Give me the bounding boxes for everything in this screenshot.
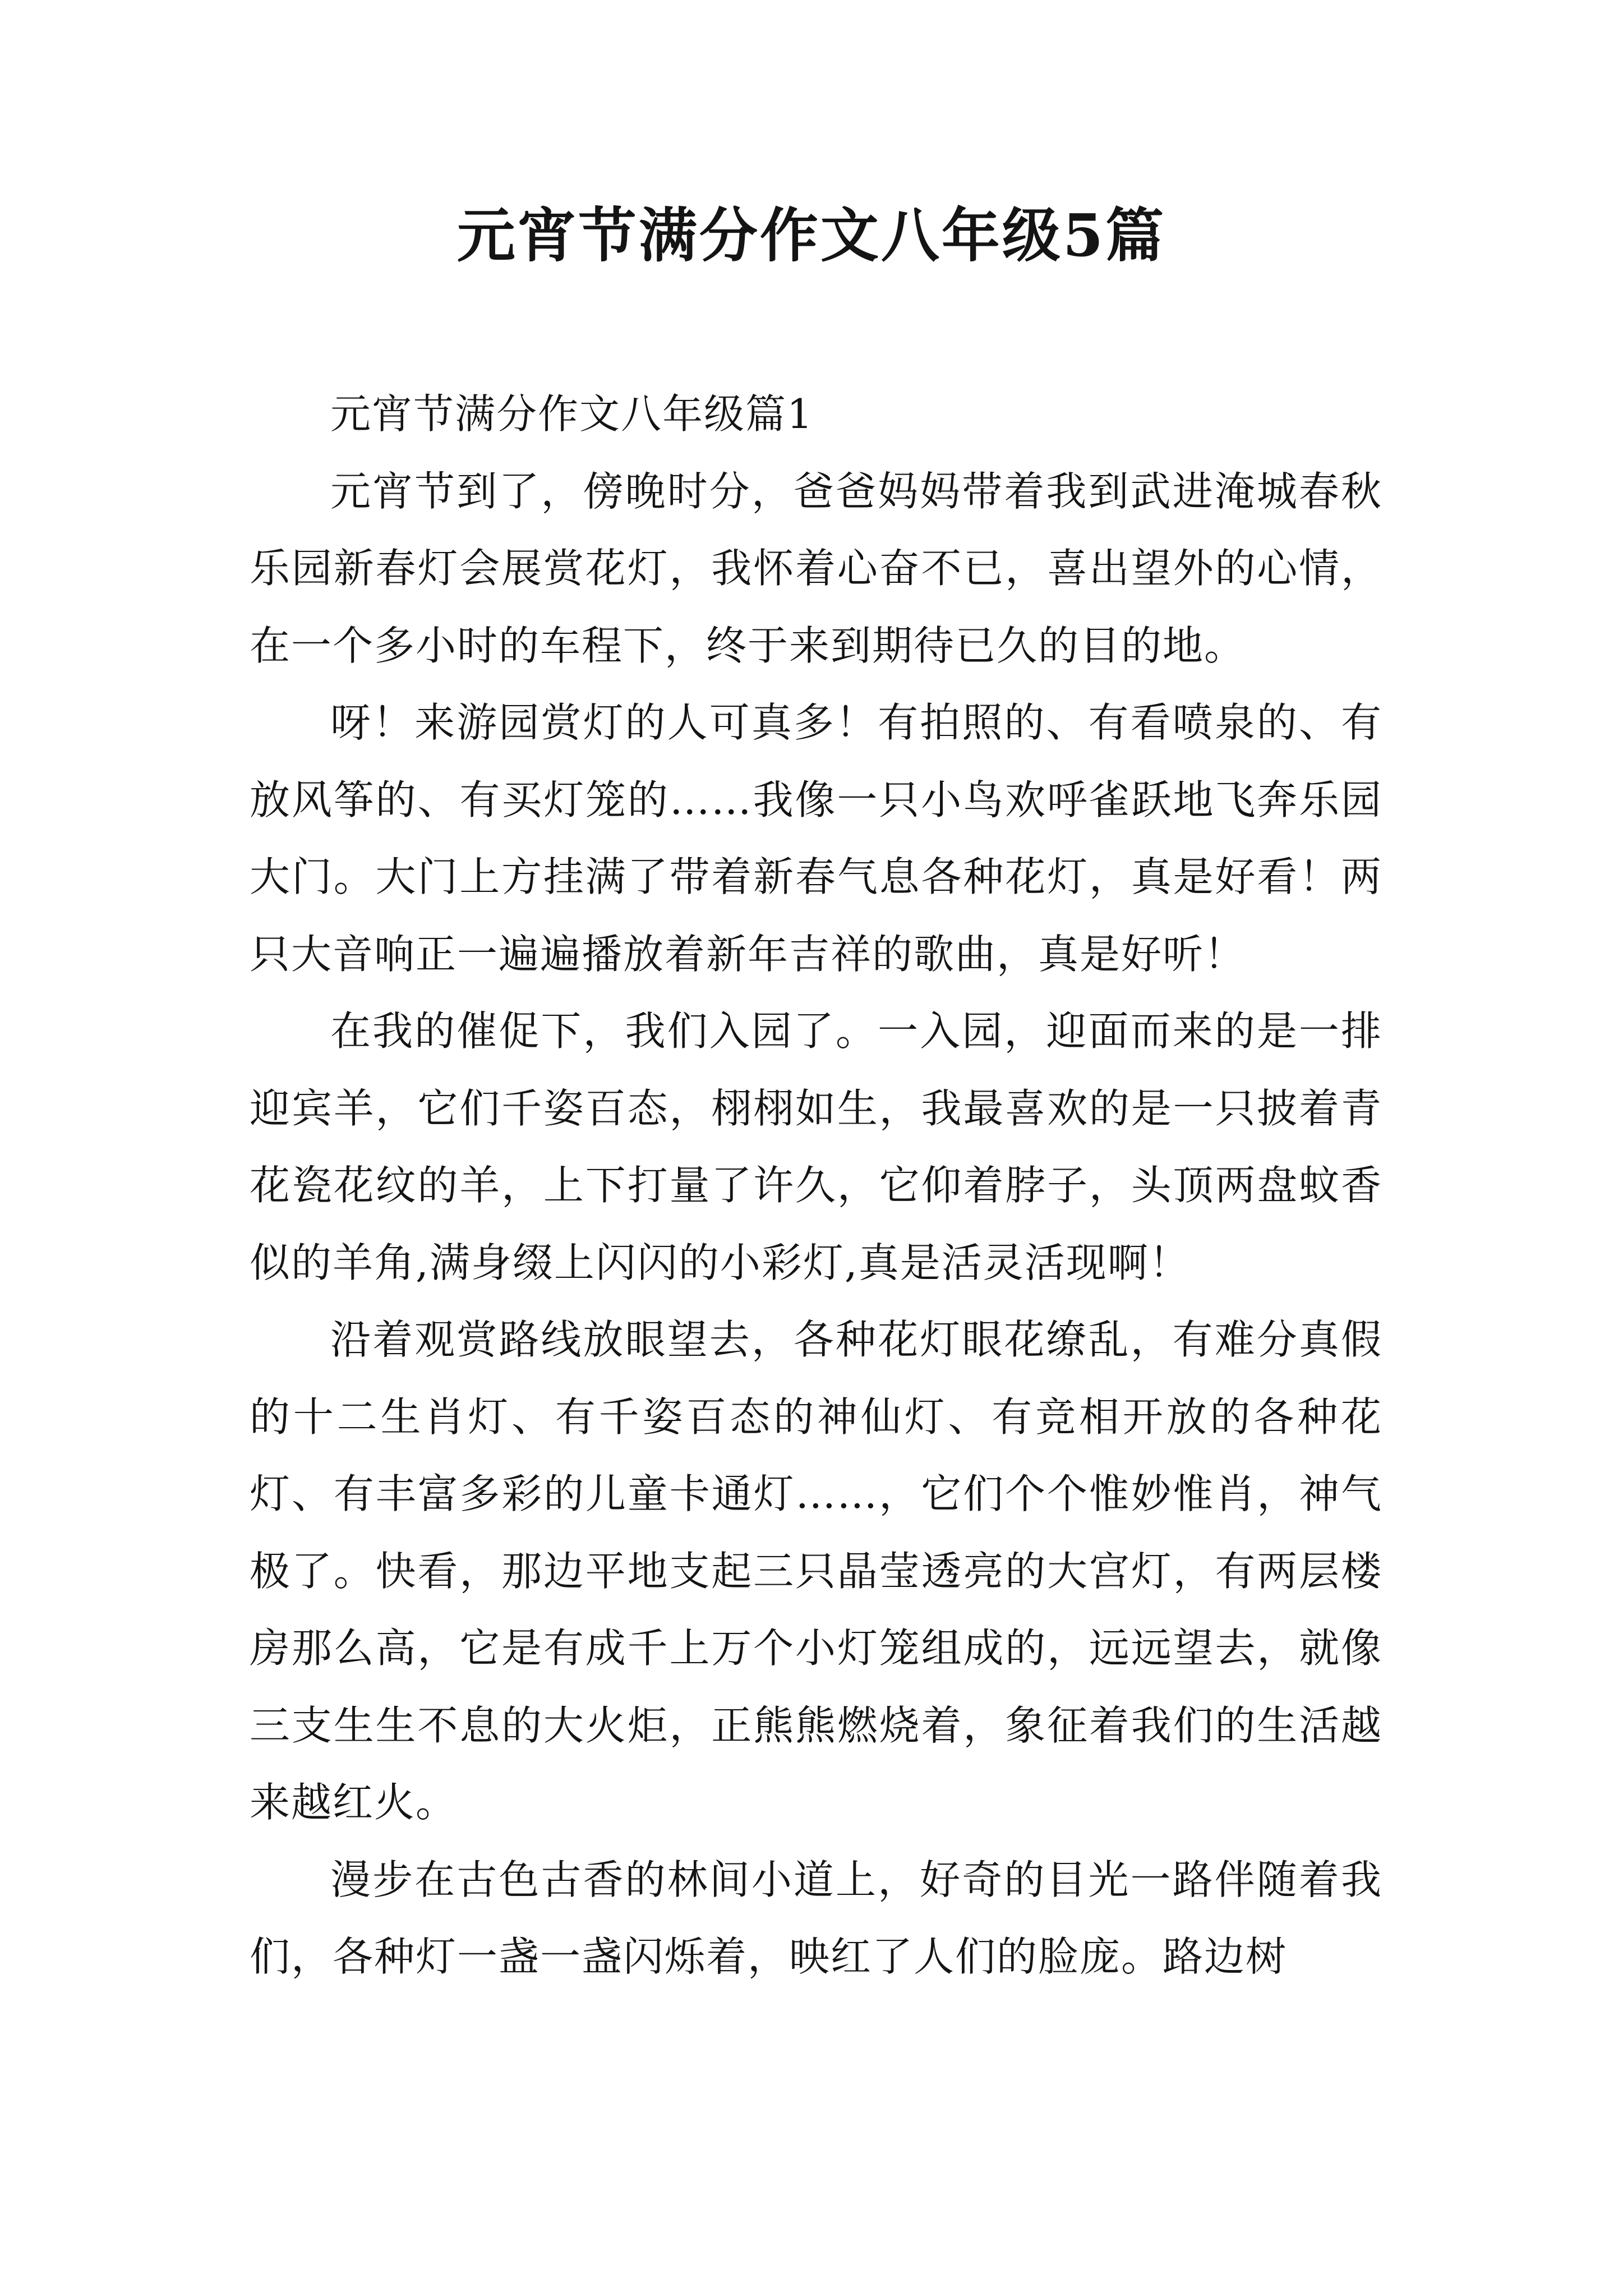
document-title: 元宵节满分作文八年级5篇 — [457, 201, 1166, 270]
paragraph: 漫步在古色古香的林间小道上，好奇的目光一路伴随着我们，各种灯一盏一盏闪烁着，映红了人们的脸庞。路边树 — [250, 1856, 1382, 1980]
document-body — [250, 376, 1382, 1996]
section-heading: 元宵节满分作文八年级篇1 — [330, 390, 814, 438]
paragraph: 在我的催促下，我们入园了。一入园，迎面而来的是一排迎宾羊，它们千姿百态，栩栩如生，我最喜欢的是一只披着青花瓷花纹的羊，上下打量了许久，它仰着脖子，头顶两盘蚊香似的羊角,满身缀上闪闪的小彩灯,真是活灵活现啊！ — [250, 1007, 1382, 1286]
paragraph: 呀！来游园赏灯的人可真多！有拍照的、有看喷泉的、有放风筝的、有买灯笼的……我像一只小鸟欢呼雀跃地飞奔乐园大门。大门上方挂满了带着新春气息各种花灯，真是好看！两只大音响正一遍遍播放着新年吉祥的歌曲，真是好听！ — [250, 699, 1382, 978]
paragraph: 元宵节到了，傍晚时分，爸爸妈妈带着我到武进淹城春秋乐园新春灯会展赏花灯，我怀着心奋不已，喜出望外的心情，在一个多小时的车程下，终于来到期待已久的目的地。 — [250, 467, 1382, 669]
paragraph: 沿着观赏路线放眼望去，各种花灯眼花缭乱，有难分真假的十二生肖灯、有千姿百态的神仙灯、有竞相开放的各种花灯、有丰富多彩的儿童卡通灯……，它们个个惟妙惟肖，神气极了。快看，那边平地支起三只晶莹透亮的大宫灯，有两层楼房那么高，它是有成千上万个小灯笼组成的，远远望去，就像三支生生不息的大火炬，正熊熊燃烧着，象征着我们的生活越来越红火。 — [250, 1316, 1382, 1826]
